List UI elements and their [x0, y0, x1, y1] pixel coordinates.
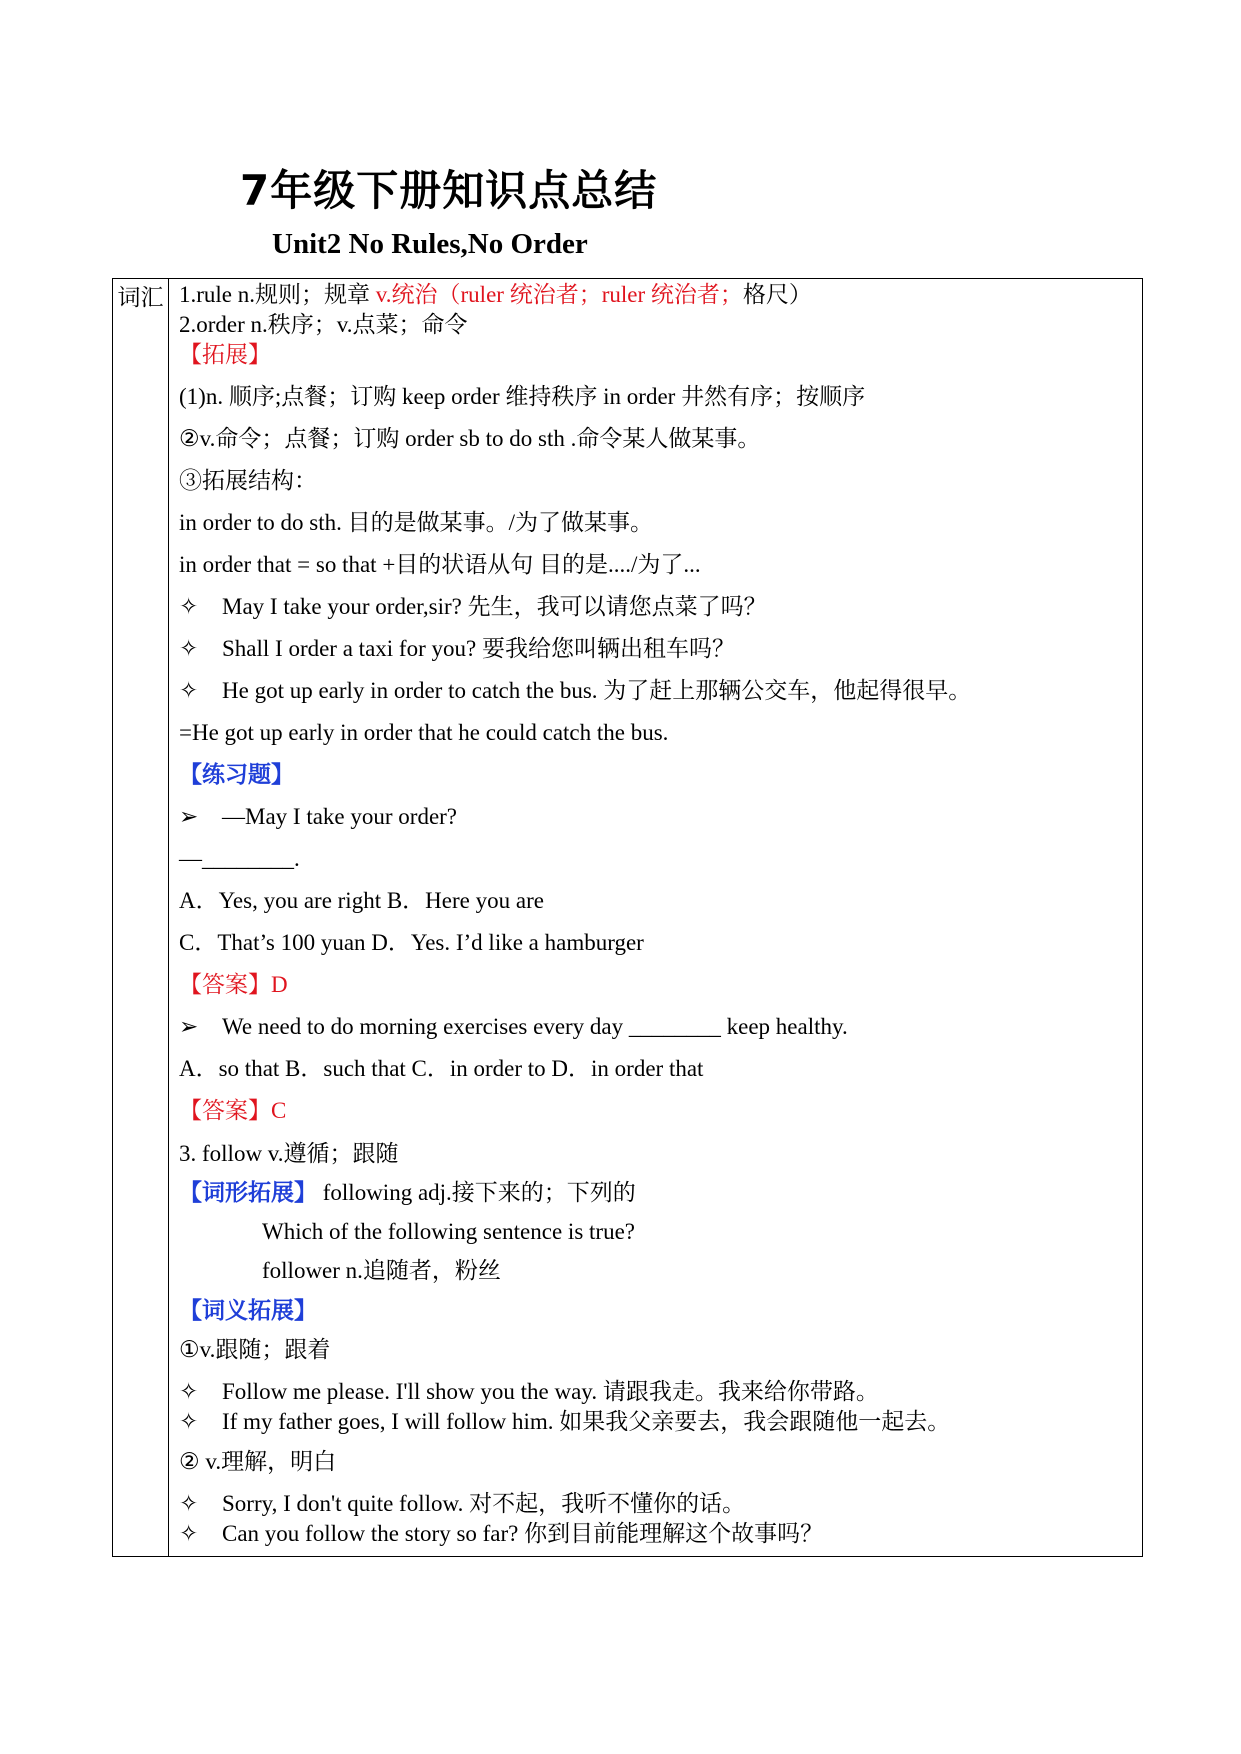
text-line: ② v.理解，明白 — [179, 1449, 337, 1474]
text-line: Which of the following sentence is true? — [262, 1219, 635, 1244]
star-bullet-icon: ✧ — [179, 636, 199, 661]
star-bullet-icon: ✧ — [179, 1409, 199, 1434]
star-bullet-icon: ✧ — [179, 1491, 199, 1516]
exercise-options: C．That’s 100 yuan D．Yes. I’d like a hamburger — [179, 930, 644, 955]
arrow-bullet-icon: ➢ — [179, 1014, 199, 1039]
star-bullet-icon: ✧ — [179, 1521, 199, 1546]
arrow-bullet-icon: ➢ — [179, 804, 199, 829]
example-sentence: ✧ Follow me please. I'll show you the way. 请跟我走。我来给你带路。 — [179, 1377, 879, 1407]
word-form-line: 【词形拓展】 following adj.接下来的；下列的 — [179, 1180, 636, 1205]
example-sentence: ✧ He got up early in order to catch the bus. 为了赶上那辆公交车，他起得很早。 — [179, 676, 971, 706]
example-sentence: ✧ Shall I order a taxi for you? 要我给您叫辆出租车吗？ — [179, 634, 735, 664]
entry-rule: 1.rule n.规则；规章 v.统治（ruler 统治者；ruler 统治者；格尺） — [179, 282, 812, 307]
text-line: (1)n. 顺序;点餐；订购 keep order 维持秩序 in order 井然有序；按顺序 — [179, 384, 866, 409]
section-label: 词汇 — [117, 285, 164, 311]
exercise-question: ➢ —May I take your order? — [179, 802, 457, 832]
example-sentence: ✧ Sorry, I don't quite follow. 对不起，我听不懂你的话。 — [179, 1489, 745, 1519]
exercise-options: A．Yes, you are right B．Here you are — [179, 888, 544, 913]
exercise-question: ➢ We need to do morning exercises every day ________ keep healthy. — [179, 1012, 848, 1042]
text-line: ②v.命令；点餐；订购 order sb to do sth .命令某人做某事。 — [179, 426, 761, 451]
example-sentence: ✧ May I take your order,sir? 先生，我可以请您点菜了吗？ — [179, 592, 767, 622]
text-line: follower n.追随者，粉丝 — [262, 1258, 501, 1283]
expand-heading: 【拓展】 — [179, 342, 271, 367]
meaning-heading: 【词义拓展】 — [179, 1298, 317, 1323]
star-bullet-icon: ✧ — [179, 594, 199, 619]
answer-line: 【答案】D — [179, 972, 288, 997]
text-line: in order to do sth. 目的是做某事。/为了做某事。 — [179, 510, 654, 535]
entry-order: 2.order n.秩序；v.点菜；命令 — [179, 312, 468, 337]
column-divider — [168, 279, 169, 1556]
example-sentence: ✧ Can you follow the story so far? 你到目前能理解这个故事吗？ — [179, 1519, 823, 1549]
text-line: =He got up early in order that he could catch the bus. — [179, 720, 669, 745]
example-sentence: ✧ If my father goes, I will follow him. 如果我父亲要去，我会跟随他一起去。 — [179, 1407, 950, 1437]
exercise-heading: 【练习题】 — [179, 762, 294, 787]
star-bullet-icon: ✧ — [179, 1379, 199, 1404]
page-title: 7年级下册知识点总结 — [240, 166, 658, 215]
star-bullet-icon: ✧ — [179, 678, 199, 703]
text-line: —________. — [179, 846, 300, 871]
unit-subtitle: Unit2 No Rules,No Order — [272, 228, 588, 260]
entry-follow: 3. follow v.遵循；跟随 — [179, 1141, 399, 1166]
text-line: in order that = so that +目的状语从句 目的是..../为了... — [179, 552, 701, 577]
exercise-options: A．so that B．such that C．in order to D．in order that — [179, 1056, 704, 1081]
text-line: ①v.跟随；跟着 — [179, 1337, 331, 1362]
answer-line: 【答案】C — [179, 1098, 287, 1123]
text-line: ③拓展结构： — [179, 468, 317, 493]
